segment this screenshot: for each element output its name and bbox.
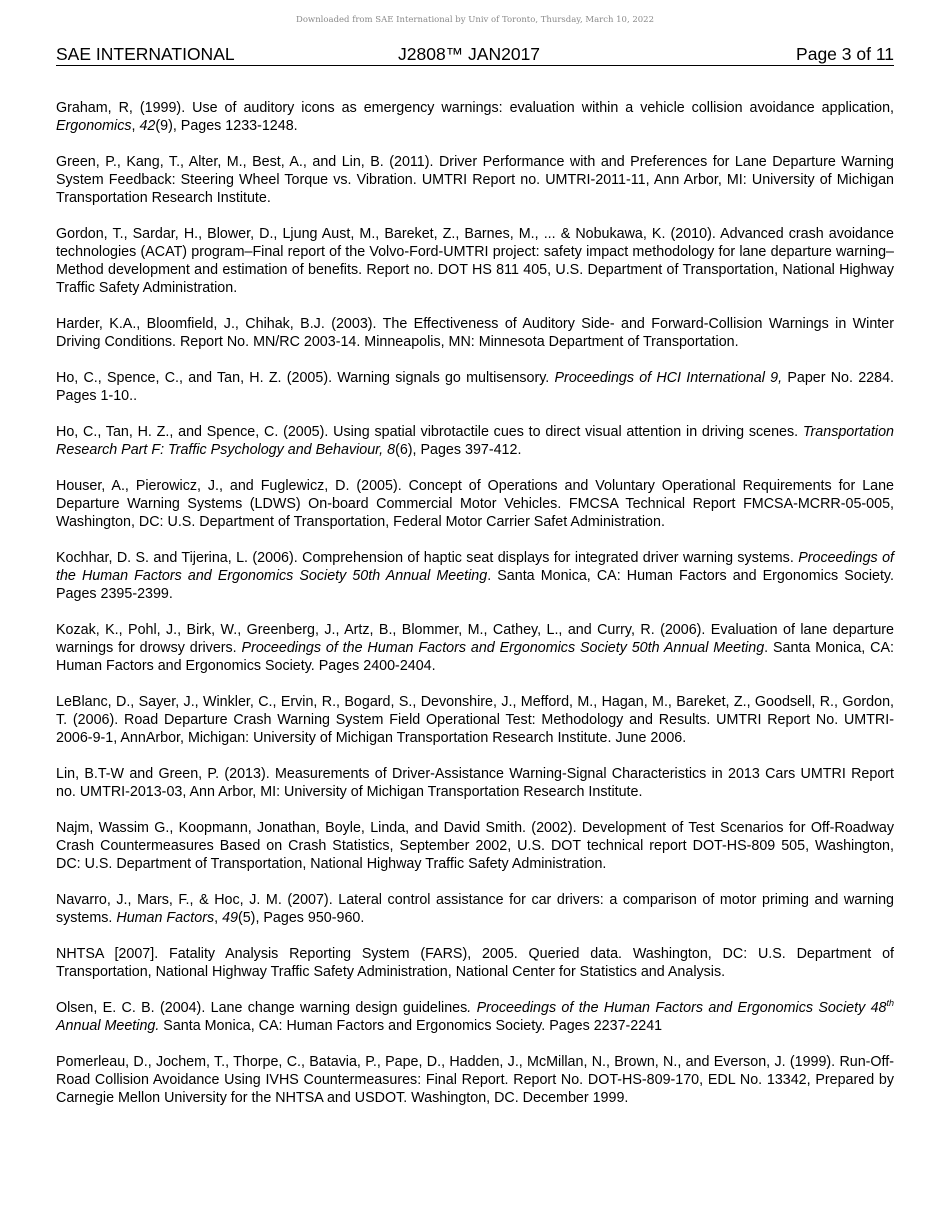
header-page-number: Page 3 of 11 bbox=[796, 44, 894, 64]
reference-item: LeBlanc, D., Sayer, J., Winkler, C., Ervin, R., Bogard, S., Devonshire, J., Mefford, M., Hagan, M., Bareket, Z., Goodsell, R., Gordon, T. (2006). Road Departure Crash Warning System Field Operational Test: Methodology and Results. UMTRI Report No. UMTRI-2006-9-1, AnnArbor, Michigan: University of Michigan Transportation Research Institute. June 2006. bbox=[56, 694, 894, 746]
reference-item: Lin, B.T-W and Green, P. (2013). Measurements of Driver-Assistance Warning-Signal Characteristics in 2013 Cars UMTRI Report no. UMTRI-2013-03, Ann Arbor, MI: University of Michigan Transportation Research Institute. bbox=[56, 766, 894, 800]
reference-item: Navarro, J., Mars, F., & Hoc, J. M. (2007). Lateral control assistance for car drivers: a comparison of motor priming and warning systems. Human Factors, 49(5), Pages 950-960. bbox=[56, 892, 894, 926]
reference-item: Houser, A., Pierowicz, J., and Fuglewicz, D. (2005). Concept of Operations and Voluntary Operational Requirements for Lane Departure Warning Systems (LDWS) On-board Commercial Motor Vehicles. FMCSA Technical Report FMCSA-MCRR-05-005, Washington, DC: U.S. Department of Transportation, Federal Motor Carrier Safet Administration. bbox=[56, 478, 894, 530]
reference-item: Pomerleau, D., Jochem, T., Thorpe, C., Batavia, P., Pape, D., Hadden, J., McMillan, N., Brown, N., and Everson, J. (1999). Run-Off-Road Collision Avoidance Using IVHS Countermeasures: Final Report. Report No. DOT-HS-809-170, EDL No. 13342, Prepared by Carnegie Mellon University for the NHTSA and USDOT. Washington, DC. December 1999. bbox=[56, 1054, 894, 1106]
header-doc-id: J2808™ JAN2017 bbox=[398, 44, 541, 64]
page-header bbox=[56, 44, 894, 66]
reference-item: Green, P., Kang, T., Alter, M., Best, A., and Lin, B. (2011). Driver Performance with and Preferences for Lane Departure Warning System Feedback: Steering Wheel Torque vs. Vibration. UMTRI Report no. UMTRI-2011-11, Ann Arbor, MI: University of Michigan Transportation Research Institute. bbox=[56, 154, 894, 206]
reference-list bbox=[56, 99, 894, 1125]
header-org: SAE INTERNATIONAL bbox=[56, 44, 235, 64]
download-watermark: Downloaded from SAE International by Univ of Toronto, Thursday, March 10, 2022 bbox=[296, 15, 654, 25]
reference-item: NHTSA [2007]. Fatality Analysis Reporting System (FARS), 2005. Queried data. Washington, DC: U.S. Department of Transportation, National Highway Traffic Safety Administration, National Center for Statistics and Analysis. bbox=[56, 946, 894, 980]
reference-item: Ho, C., Spence, C., and Tan, H. Z. (2005). Warning signals go multisensory. Proceedings of HCI International 9, Paper No. 2284. Pages 1-10.. bbox=[56, 370, 894, 404]
reference-item: Gordon, T., Sardar, H., Blower, D., Ljung Aust, M., Bareket, Z., Barnes, M., ... & Nobukawa, K. (2010). Advanced crash avoidance technologies (ACAT) program–Final report of the Volvo-Ford-UMTRI project: safety impact methodology for lane departure warning–Method development and estimation of benefits. Report no. DOT HS 811 405, U.S. Department of Transportation, National Highway Traffic Safety Administration. bbox=[56, 226, 894, 296]
reference-item: Graham, R, (1999). Use of auditory icons as emergency warnings: evaluation within a vehicle collision avoidance application, Ergonomics, 42(9), Pages 1233-1248. bbox=[56, 100, 894, 134]
reference-item: Kochhar, D. S. and Tijerina, L. (2006). Comprehension of haptic seat displays for integrated driver warning systems. Proceedings of the Human Factors and Ergonomics Society 50th Annual Meeting. Santa Monica, CA: Human Factors and Ergonomics Society. Pages 2395-2399. bbox=[56, 550, 894, 602]
reference-item: Najm, Wassim G., Koopmann, Jonathan, Boyle, Linda, and David Smith. (2002). Development of Test Scenarios for Off-Roadway Crash Countermeasures Based on Crash Statistics, September 2002, U.S. DOT technical report DOT-HS-809 505, Washington, DC: U.S. Department of Transportation, National Highway Traffic Safety Administration. bbox=[56, 820, 894, 872]
reference-item: Harder, K.A., Bloomfield, J., Chihak, B.J. (2003). The Effectiveness of Auditory Side- and Forward-Collision Warnings in Winter Driving Conditions. Report No. MN/RC 2003-14. Minneapolis, MN: Minnesota Department of Transportation. bbox=[56, 316, 894, 350]
reference-item: Ho, C., Tan, H. Z., and Spence, C. (2005). Using spatial vibrotactile cues to direct visual attention in driving scenes. Transportation Research Part F: Traffic Psychology and Behaviour, 8(6), Pages 397-412. bbox=[56, 424, 894, 458]
reference-item: Olsen, E. C. B. (2004). Lane change warning design guidelines. Proceedings of the Human Factors and Ergonomics Society 48th Annual Meeting. Santa Monica, CA: Human Factors and Ergonomics Society. Pages 2237-2241 bbox=[56, 998, 894, 1034]
reference-item: Kozak, K., Pohl, J., Birk, W., Greenberg, J., Artz, B., Blommer, M., Cathey, L., and Curry, R. (2006). Evaluation of lane departure warnings for drowsy drivers. Proceedings of the Human Factors and Ergonomics Society 50th Annual Meeting. Santa Monica, CA: Human Factors and Ergonomics Society. Pages 2400-2404. bbox=[56, 622, 894, 674]
